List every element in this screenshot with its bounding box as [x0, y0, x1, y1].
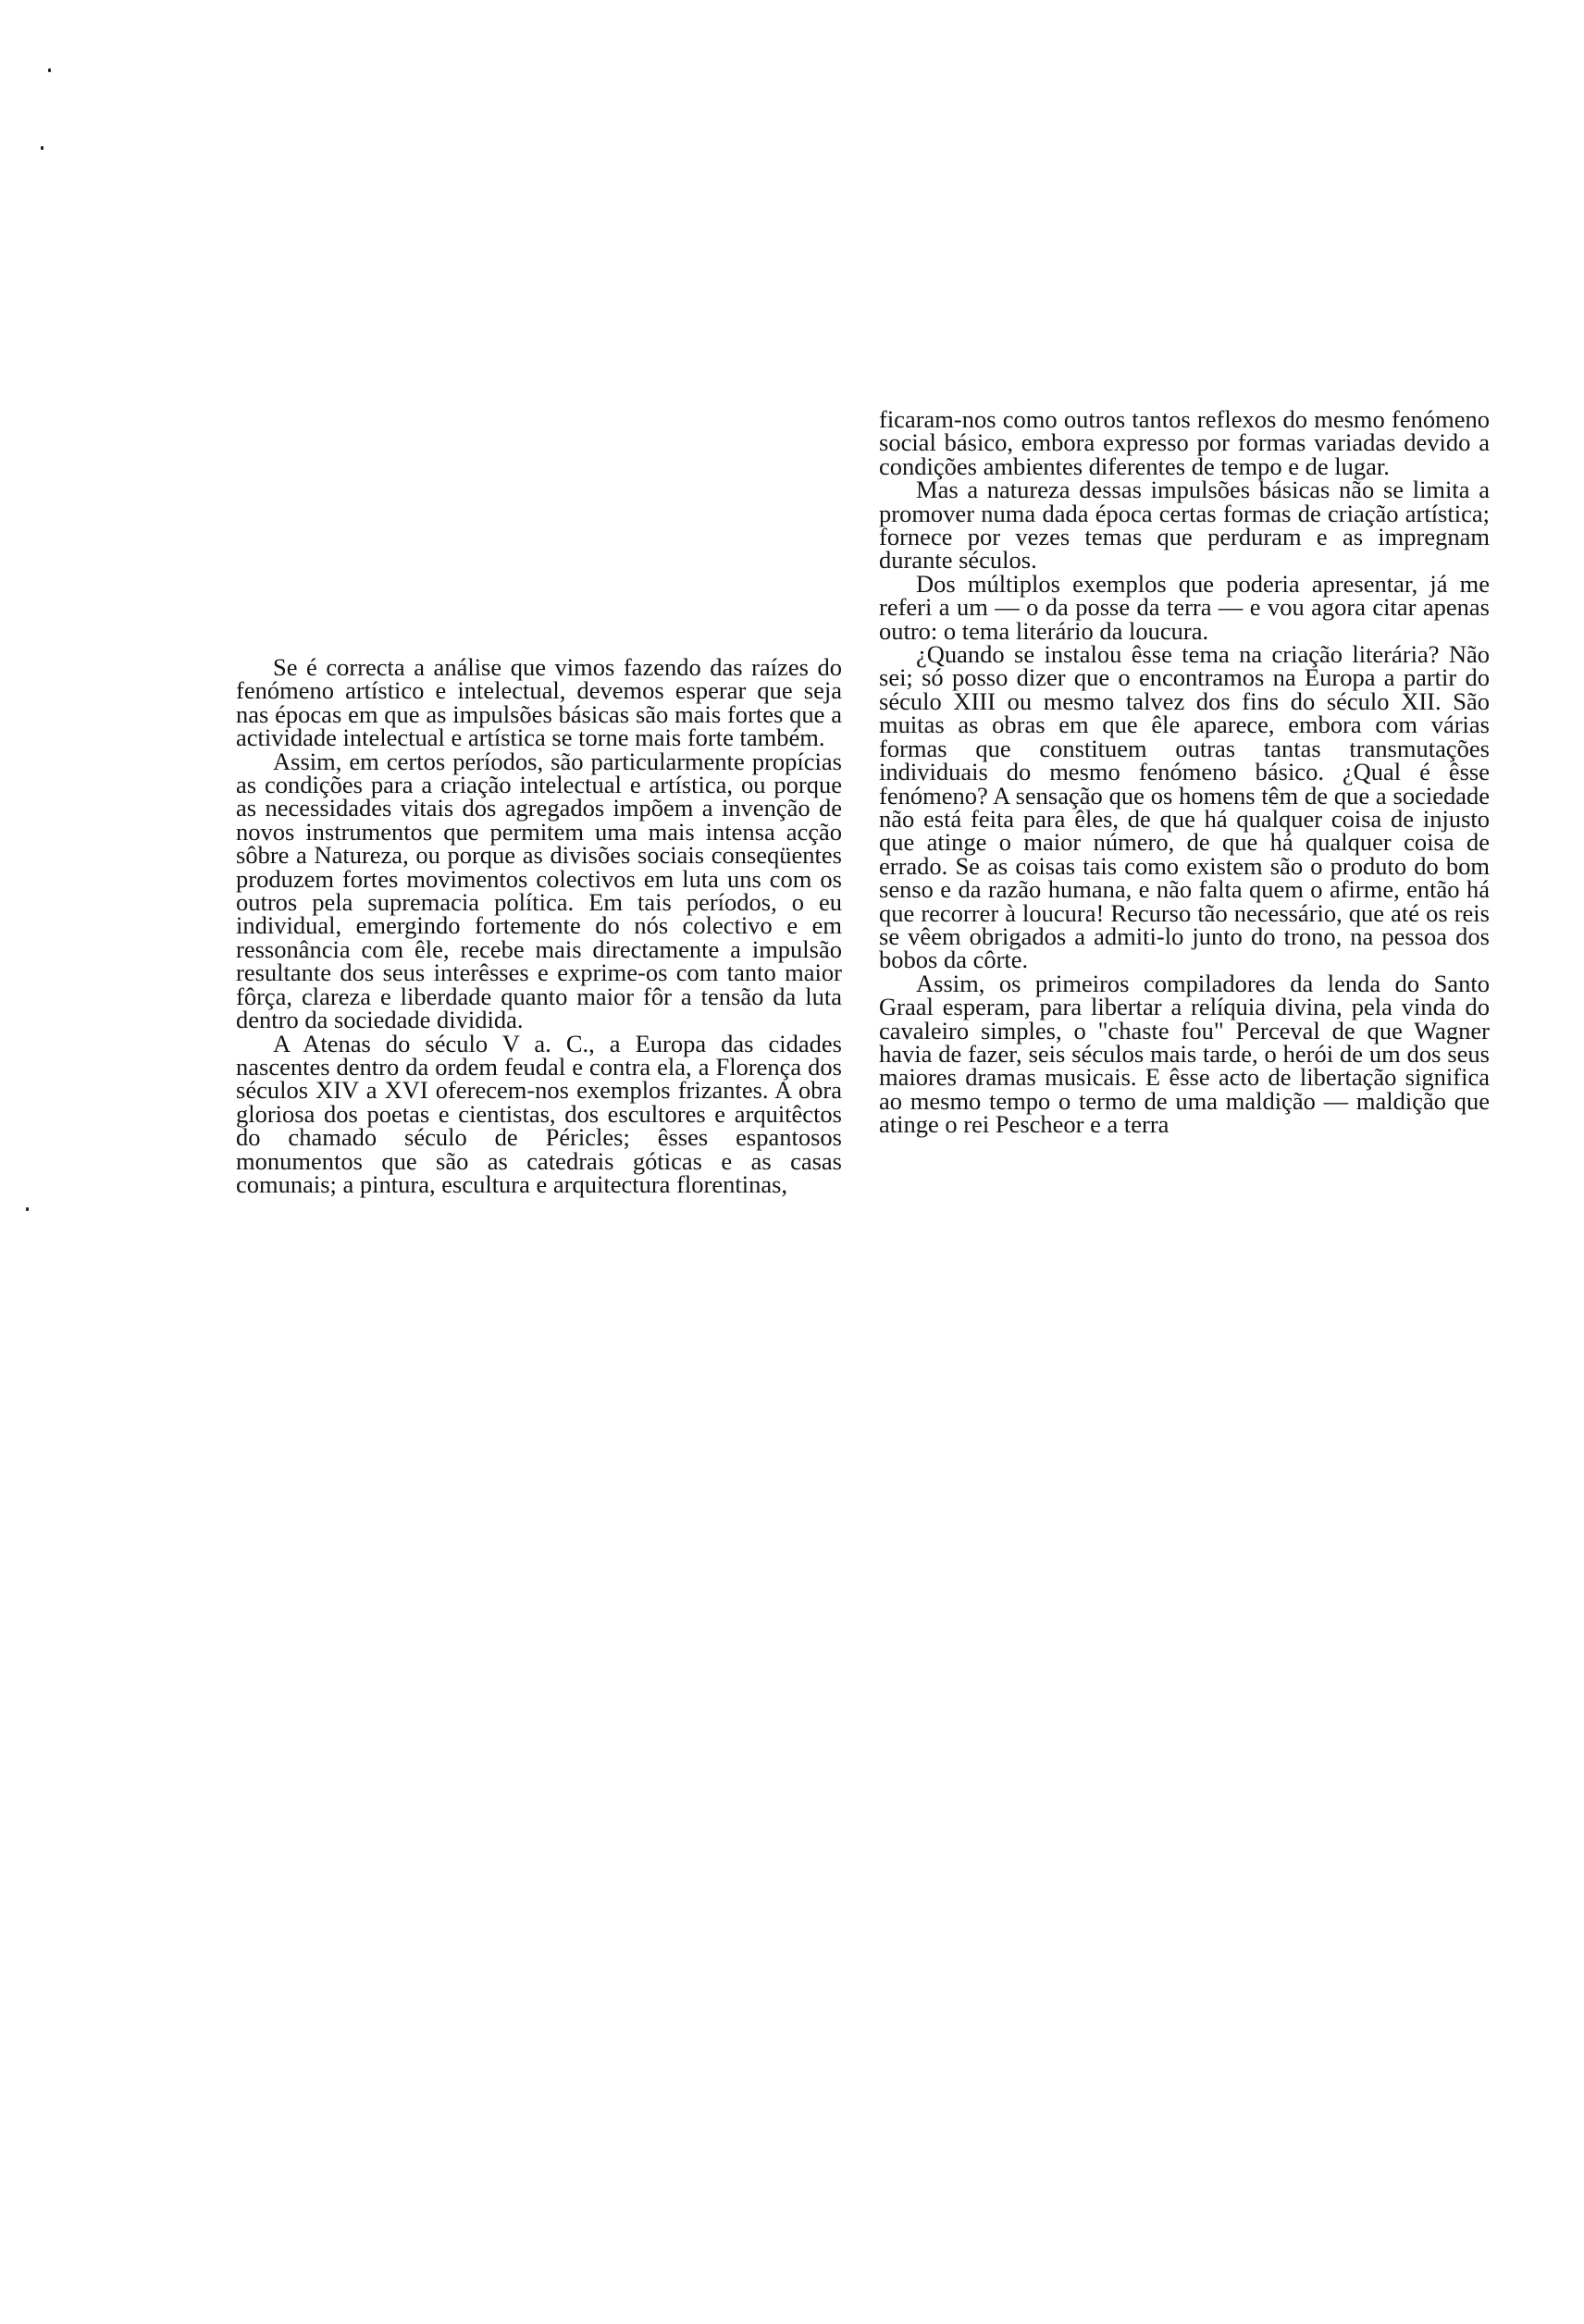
scan-speck: [26, 1207, 29, 1211]
paragraph: Assim, em certos períodos, são particularmente propícias as condições para a criação intelectual e artística, ou porque as necessidades vitais dos agregados impõem a invenção de novos instrumentos que permitem uma mais intensa acção sôbre a Natureza, ou porque as divisões sociais conseqüentes produzem fortes movimentos colectivos em luta uns com os outros pela supremacia política. Em tais períodos, o eu individual, emergindo fortemente do nós colectivo e em ressonância com êle, recebe mais directamente a impulsão resultante dos seus interêsses e exprime-os com tanto maior fôrça, clareza e liberdade quanto maior fôr a tensão da luta dentro da sociedade dividida.: [236, 747, 842, 1034]
paragraph: Dos múltiplos exemplos que poderia apresentar, já me referi a um — o da posse da terra — e vou agora citar apenas outro: o tema literário da loucura.: [879, 569, 1490, 645]
paragraph: Mas a natureza dessas impulsões básicas não se limita a promover numa dada época certas formas de criação artística; fornece por vezes temas que perduram e as impregnam durante séculos.: [879, 476, 1490, 575]
paragraph: ¿Quando se instalou êsse tema na criação literária? Não sei; só posso dizer que o encontramos na Europa a partir do século XIII ou mesmo talvez dos fins do século XII. São muitas as obras em que êle aparece, embora com várias formas que constituem outras tantas transmutações individuais do mesmo fenómeno básico. ¿Qual é êsse fenómeno? A sensação que os homens têm de que a sociedade não está feita para êles, de que há qualquer coisa de injusto que atinge o maior número, de que há qualquer coisa de errado. Se as coisas tais como existem são o produto do bom senso e da razão humana, e não falta quem o afirme, então há que recorrer à loucura! Recurso tão necessário, que até os reis se vêem obrigados a admiti-lo junto do trono, na pessoa dos bobos da côrte.: [879, 640, 1490, 974]
paragraph: A Atenas do século V a. C., a Europa das cidades nascentes dentro da ordem feudal e contra ela, a Florença dos séculos XIV a XVI oferecem-nos exemplos frizantes. A obra gloriosa dos poetas e cientistas, dos escultores e arquitêctos do chamado século de Péricles; êsses espantosos monumentos que são as catedrais góticas e as casas comunais; a pintura, escultura e arquitectura florentinas,: [236, 1029, 842, 1198]
scan-speck: [48, 68, 51, 72]
paragraph: Assim, os primeiros compiladores da lenda do Santo Graal esperam, para libertar a relíquia divina, pela vinda do cavaleiro simples, o "chaste fou" Perceval de que Wagner havia de fazer, seis séculos mais tarde, o herói de um dos seus maiores dramas musicais. E êsse acto de libertação significa ao mesmo tempo o termo de uma maldição — maldição que atinge o rei Pescheor e a terra: [879, 969, 1490, 1139]
paragraph: Se é correcta a análise que vimos fazendo das raízes do fenómeno artístico e intelectual, devemos esperar que seja nas épocas em que as impulsões básicas são mais fortes que a actividade intelectual e artística se torne mais forte também.: [236, 653, 842, 752]
right-text-column: [879, 405, 1490, 1139]
paragraph: ficaram-nos como outros tantos reflexos do mesmo fenómeno social básico, embora expresso por formas variadas devido a condições ambientes diferentes de tempo e de lugar.: [879, 405, 1490, 480]
left-text-column: [236, 653, 842, 1198]
scan-speck: [41, 146, 43, 150]
